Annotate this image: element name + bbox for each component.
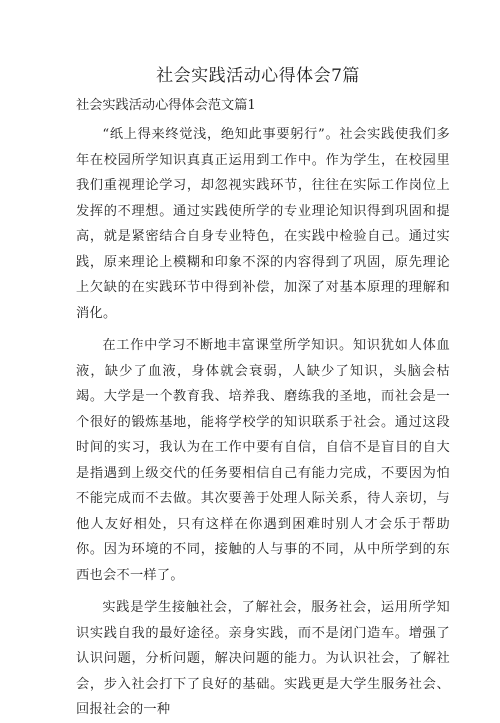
paragraph-1: “纸上得来终觉浅，绝知此事要躬行”。社会实践使我们多年在校园所学知识真真正运用到工作中。作为学生，在校园里我们重视理论学习，却忽视实践环节，往往在实际工作岗位上发挥的不理想。通过实践使所学的专业理论知识得到巩固和提高，就是紧密结合自身专业特色，在实践中检验自己。通过实践，原来理论上模糊和印象不深的内容得到了巩固，原先理论上欠缺的在实践环节中得到补偿，加深了对基本原理的理解和消化。: [76, 127, 450, 321]
paragraph-2: 在工作中学习不断地丰富课堂所学知识。知识犹如人体血液，缺少了血液，身体就会衰弱，人缺少了知识，头脑会枯竭。大学是一个教育我、培养我、磨练我的圣地，而社会是一个很好的锻炼基地，能将学校学的知识联系于社会。通过这段时间的实习，我认为在工作中要有自信，自信不是盲目的自大是指遇到上级交代的任务要相信自己有能力完成，不要因为怕不能完成而不去做。其次要善于处理人际关系，待人亲切，与他人友好相处，只有这样在你遇到困难时别人才会乐于帮助你。因为环境的不同，接触的人与事的不同，从中所学到的东西也会不一样了。: [76, 338, 450, 583]
document-subtitle: 社会实践活动心得体会范文篇1: [76, 98, 256, 113]
document-title: 社会实践活动心得体会7篇: [156, 66, 360, 86]
paragraph-3: 实践是学生接触社会，了解社会，服务社会，运用所学知识实践自我的最好途径。亲身实践，而不是闭门造车。增强了认识问题，分析问题，解决问题的能力。为认识社会，了解社会，步入社会打下了良好的基础。实践更是大学生服务社会、回报社会的一种: [76, 600, 450, 717]
